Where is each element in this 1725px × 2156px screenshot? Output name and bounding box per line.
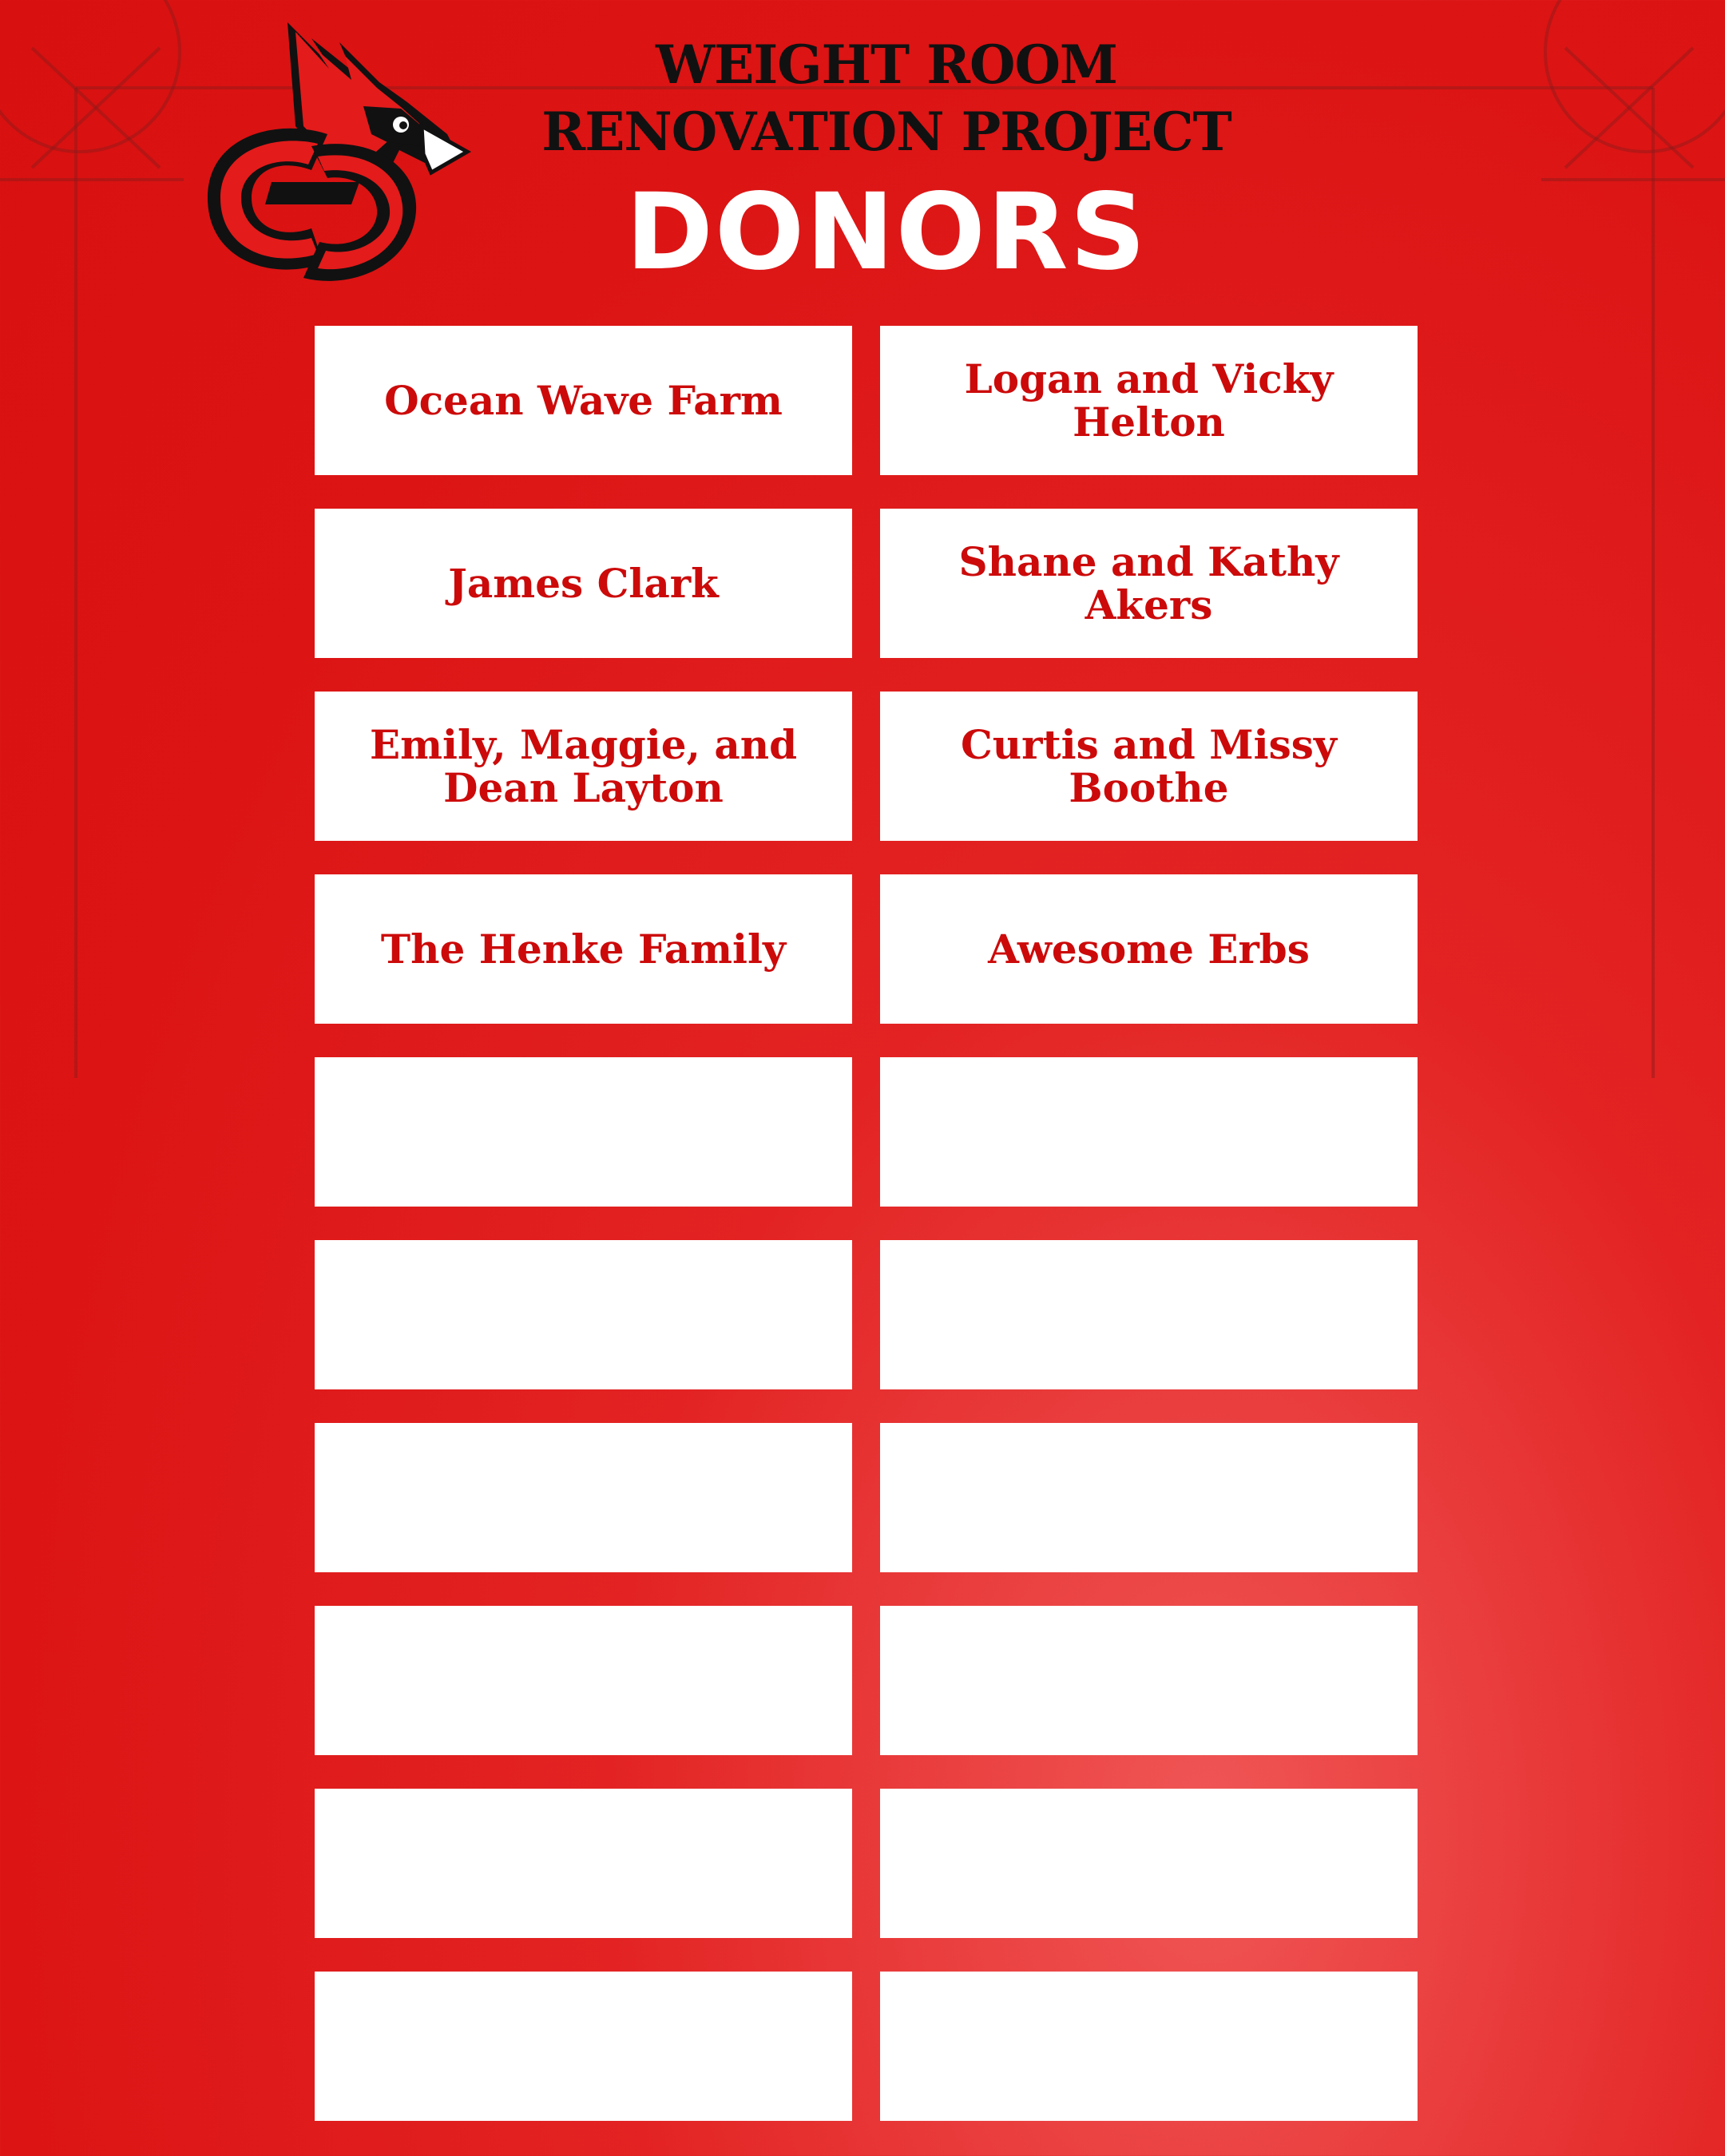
donor-card-empty (315, 1057, 852, 1207)
donor-card-empty (315, 1240, 852, 1389)
donor-grid (315, 326, 1418, 2121)
donor-card (315, 692, 852, 841)
donor-card (880, 874, 1418, 1024)
donor-card-empty (315, 1972, 852, 2121)
donor-name: Shane and Kathy Akers (958, 537, 1339, 628)
donor-card (880, 692, 1418, 841)
donor-card-empty (880, 1606, 1418, 1755)
donor-name: Ocean Wave Farm (384, 376, 783, 424)
donor-card-empty (880, 1057, 1418, 1207)
donor-name: Emily, Maggie, and Dean Layton (369, 720, 798, 811)
donor-card (315, 326, 852, 475)
donor-card-empty (880, 1789, 1418, 1938)
donors-heading: DONORS (625, 171, 1148, 294)
donor-card-empty (315, 1606, 852, 1755)
donor-card (880, 509, 1418, 658)
donor-card-empty (880, 1972, 1418, 2121)
donor-name: The Henke Family (380, 925, 787, 973)
donor-card-empty (315, 1423, 852, 1572)
donor-card (880, 326, 1418, 475)
donor-name: Curtis and Missy Boothe (961, 720, 1337, 811)
donor-card-empty (880, 1423, 1418, 1572)
donor-card (315, 874, 852, 1024)
donor-card-empty (880, 1240, 1418, 1389)
donor-name: James Clark (448, 559, 719, 607)
donor-card-empty (315, 1789, 852, 1938)
donor-name: Awesome Erbs (988, 925, 1310, 973)
donor-name: Logan and Vicky Helton (964, 355, 1334, 446)
title-line-1: WEIGHT ROOM (655, 34, 1117, 96)
title-line-2: RENOVATION PROJECT (541, 101, 1231, 163)
donor-card (315, 509, 852, 658)
